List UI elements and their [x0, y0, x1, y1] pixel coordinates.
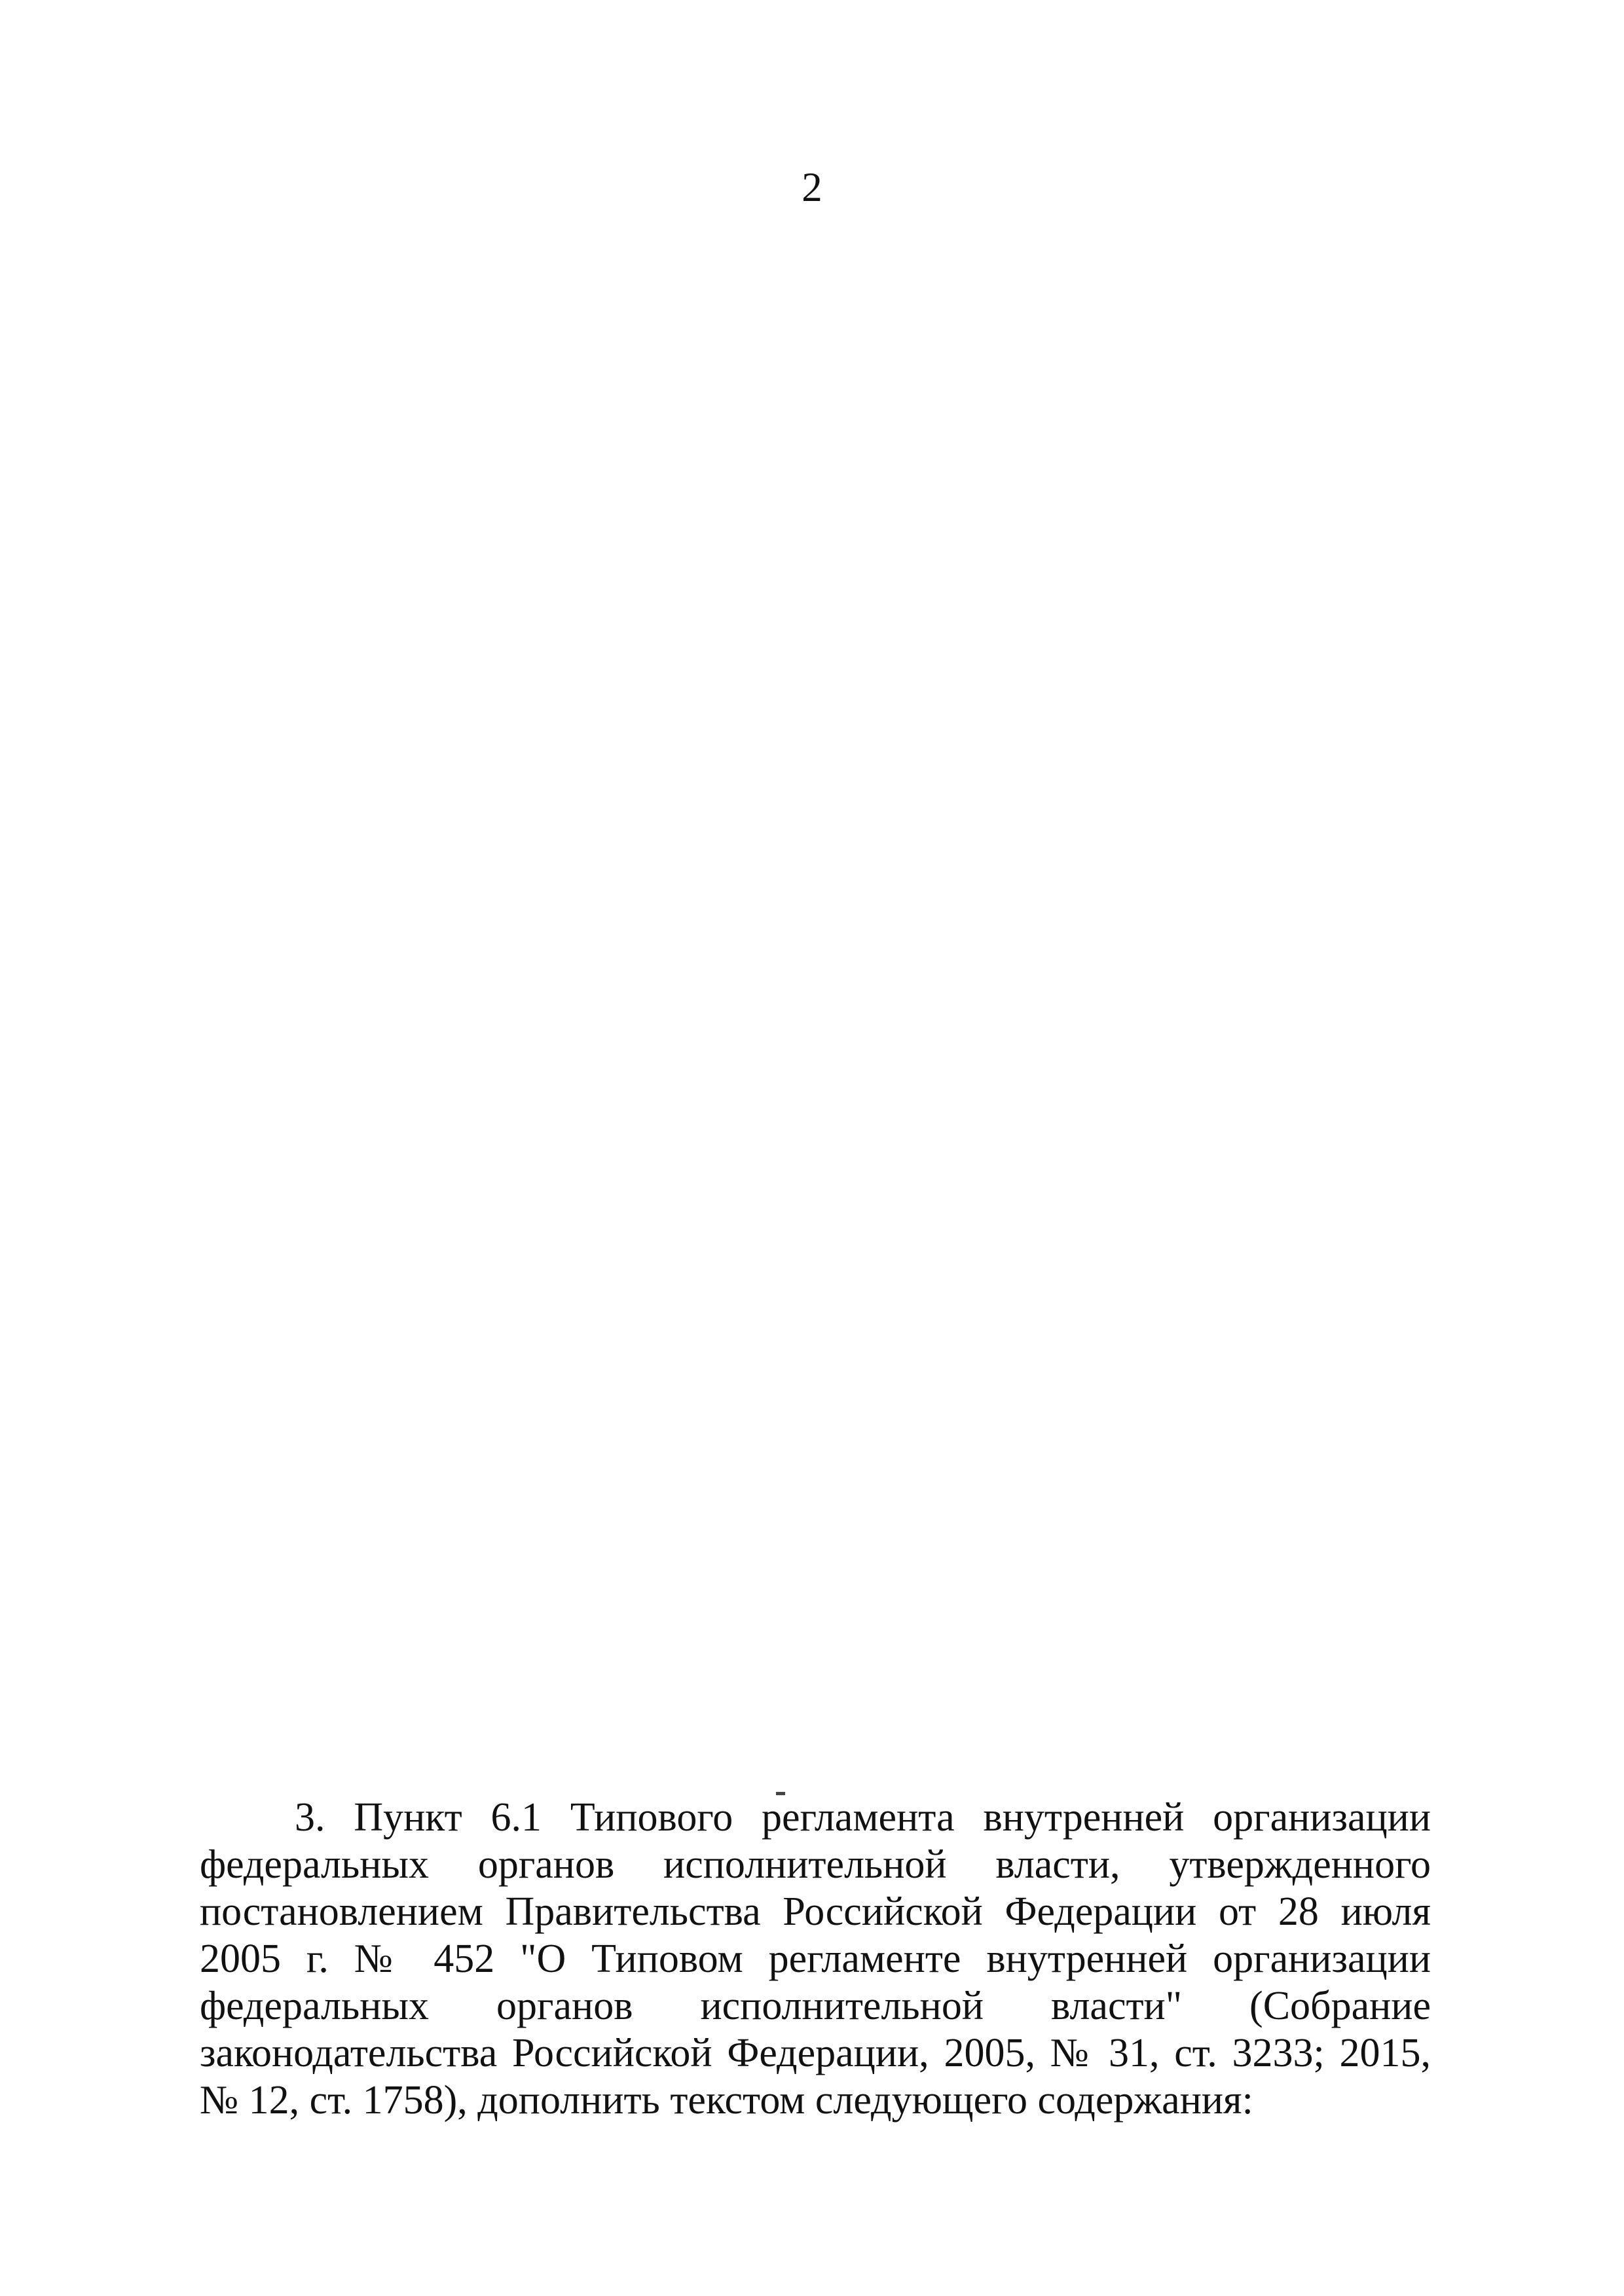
page-number: 2 [802, 164, 822, 210]
body-paragraph: 3. Пункт 6.1 Типового регламента внутренней организации федеральных органов исполнительной власти, утвержденного постановлением Правительства Российской Федерации от 28 июля 2005 г. № 452 "О Типовом регламенте внутренней организации федеральных органов исполнительной власти" (Собрание законодательства Российской Федерации, 2005, № 31, ст. 3233; 2015, № 12, ст. 1758), дополнить текстом следующего содержания: [200, 1795, 1431, 2123]
